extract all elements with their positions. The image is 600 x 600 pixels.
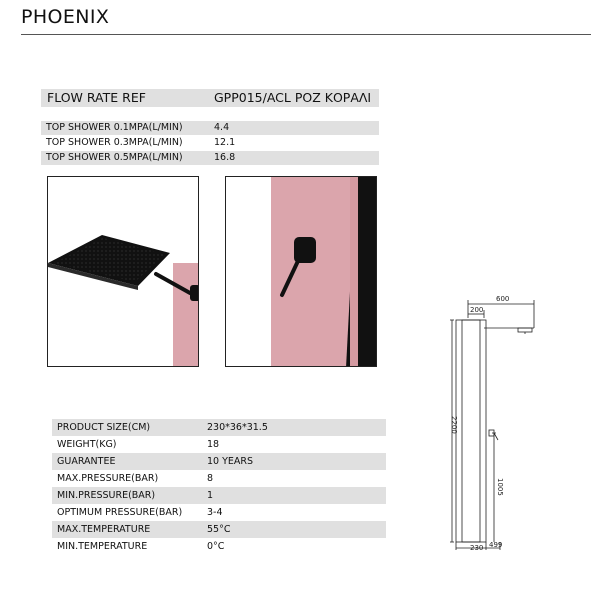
- spec-row: [52, 453, 386, 470]
- flow-row-value: 16.8: [214, 152, 236, 163]
- dim-top-width: 600: [496, 295, 510, 303]
- spec-row: [52, 419, 386, 436]
- page-title: PHOENIX: [21, 6, 110, 28]
- spec-row: [52, 436, 386, 453]
- flow-row-label: TOP SHOWER 0.1MPA(L/MIN): [46, 122, 183, 133]
- spec-value: 18: [207, 439, 220, 450]
- dim-top-offset: 200: [470, 306, 484, 314]
- spec-value: 55°C: [207, 524, 231, 535]
- dim-bottom-width: 230: [470, 544, 484, 552]
- flow-row: [41, 121, 379, 135]
- flow-row: [41, 151, 379, 165]
- spec-value: 3-4: [207, 507, 223, 518]
- flow-rate-ref-label: FLOW RATE REF: [47, 90, 146, 105]
- spec-row: [52, 487, 386, 504]
- flow-row-value: 12.1: [214, 137, 236, 148]
- spec-row: [52, 470, 386, 487]
- shower-head-illustration: [48, 177, 199, 367]
- spec-value: 230*36*31.5: [207, 422, 268, 433]
- spec-label: WEIGHT(KG): [57, 439, 117, 450]
- spec-label: PRODUCT SIZE(CM): [57, 422, 151, 433]
- spec-value: 1: [207, 490, 214, 501]
- flow-rate-ref-row: [41, 89, 379, 107]
- panel-edge: [173, 263, 199, 367]
- dim-valve: 1005: [496, 478, 504, 496]
- spec-label: MIN.TEMPERATURE: [57, 541, 148, 552]
- mixer-photo: [225, 176, 377, 367]
- spec-row: [52, 504, 386, 521]
- flow-row: [41, 136, 379, 150]
- spec-value: 10 YEARS: [207, 456, 254, 467]
- flow-rate-ref-value: GPP015/ACL ΡΟΖ ΚΟΡΑΛΙ: [214, 90, 372, 105]
- technical-drawing: [438, 290, 548, 560]
- shower-head-photo: [47, 176, 199, 367]
- dim-bottom-depth: 499: [489, 541, 503, 549]
- spec-label: MIN.PRESSURE(BAR): [57, 490, 156, 501]
- spec-row: [52, 538, 386, 555]
- spec-value: 8: [207, 473, 214, 484]
- title-divider: [21, 34, 591, 35]
- panel-shade: [350, 177, 358, 367]
- spec-label: MAX.TEMPERATURE: [57, 524, 151, 535]
- flow-row-value: 4.4: [214, 122, 230, 133]
- spec-label: GUARANTEE: [57, 456, 116, 467]
- dim-height: 2200: [450, 416, 458, 434]
- mixer-body: [294, 237, 316, 263]
- spec-label: MAX.PRESSURE(BAR): [57, 473, 159, 484]
- mixer-illustration: [226, 177, 377, 367]
- spec-label: OPTIMUM PRESSURE(BAR): [57, 507, 183, 518]
- pink-panel: [271, 177, 356, 367]
- spec-row: [52, 521, 386, 538]
- flow-row-label: TOP SHOWER 0.5MPA(L/MIN): [46, 152, 183, 163]
- flow-row-label: TOP SHOWER 0.3MPA(L/MIN): [46, 137, 183, 148]
- arm-mount: [190, 285, 199, 301]
- spec-value: 0°C: [207, 541, 225, 552]
